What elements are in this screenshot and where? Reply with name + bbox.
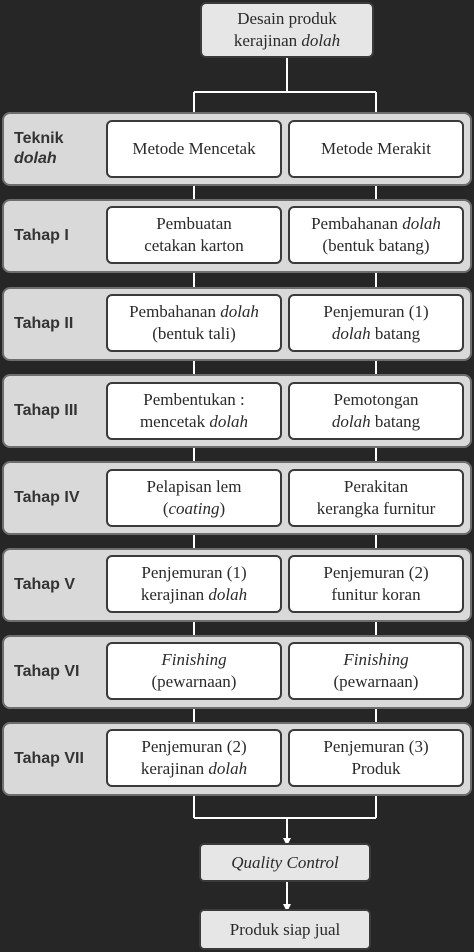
top-line-1: Desain produk bbox=[237, 9, 337, 29]
tahap-5-right-box: Penjemuran (2) funitur koran bbox=[288, 555, 464, 613]
row-label-tahap-4: Tahap IV bbox=[14, 489, 80, 506]
tahap-4-left-box: Pelapisan lem (coating) bbox=[106, 469, 282, 527]
row-label-tahap-7: Tahap VII bbox=[14, 750, 84, 767]
tahap-2-right-box: Penjemuran (1) dolah batang bbox=[288, 294, 464, 352]
tahap-7-left-box: Penjemuran (2) kerajinan dolah bbox=[106, 729, 282, 787]
tahap-6-right-box: Finishing (pewarnaan) bbox=[288, 642, 464, 700]
row-label-tahap-1: Tahap I bbox=[14, 227, 69, 244]
row-label-tahap-2: Tahap II bbox=[14, 315, 74, 332]
tahap-3-right-box: Pemotongan dolah batang bbox=[288, 382, 464, 440]
row-label-tahap-6: Tahap VI bbox=[14, 663, 80, 680]
row-label-tahap-3: Tahap III bbox=[14, 402, 78, 419]
tahap-1-right-box: Pembahanan dolah (bentuk batang) bbox=[288, 206, 464, 264]
tahap-6-left-box: Finishing (pewarnaan) bbox=[106, 642, 282, 700]
row-label-tahap-5: Tahap V bbox=[14, 576, 76, 593]
tahap-5-left-box: Penjemuran (1) kerajinan dolah bbox=[106, 555, 282, 613]
top-line-2: kerajinan dolah bbox=[233, 31, 341, 50]
tahap-2-left-box: Pembahanan dolah (bentuk tali) bbox=[106, 294, 282, 352]
method-merakit-box: Metode Merakit bbox=[288, 120, 464, 178]
final-product-box: Produk siap jual bbox=[199, 909, 371, 950]
method-mencetak-box: Metode Mencetak bbox=[106, 120, 282, 178]
tahap-4-right-box: Perakitan kerangka furnitur bbox=[288, 469, 464, 527]
row-label-teknik: Teknik dolah bbox=[14, 130, 64, 167]
tahap-7-right-box: Penjemuran (3) Produk bbox=[288, 729, 464, 787]
product-design-box bbox=[200, 2, 374, 58]
tahap-1-left-box: Pembuatan cetakan karton bbox=[106, 206, 282, 264]
tahap-3-left-box: Pembentukan : mencetak dolah bbox=[106, 382, 282, 440]
quality-control-box: Quality Control bbox=[199, 843, 371, 882]
